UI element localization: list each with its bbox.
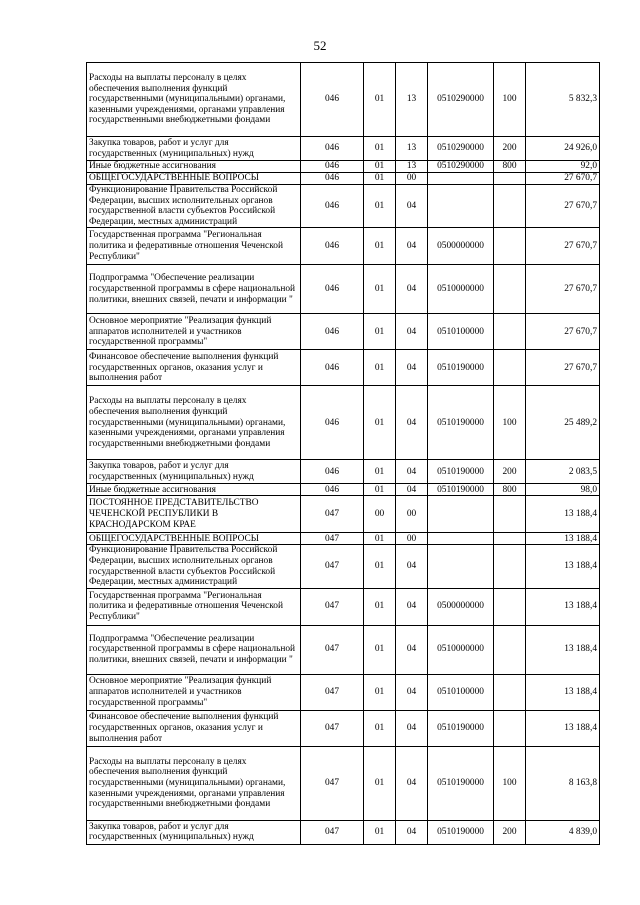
table-row xyxy=(87,545,600,588)
row-name: Закупка товаров, работ и услуг для государственных (муниципальных) нужд xyxy=(87,137,301,161)
table-row xyxy=(87,185,600,228)
expense-type-code: 100 xyxy=(494,63,526,137)
amount: 27 670,7 xyxy=(526,173,600,185)
amount: 13 188,4 xyxy=(526,710,600,746)
section-code: 01 xyxy=(364,460,396,484)
section-code: 01 xyxy=(364,484,396,496)
expense-type-code: 200 xyxy=(494,460,526,484)
row-name: Функционирование Правительства Российской Федерации, высших исполнительных органов государственной власти субъектов Российской Федерации, местных администраций xyxy=(87,545,301,588)
table-row xyxy=(87,746,600,820)
target-article-code: 0510000000 xyxy=(428,625,494,674)
target-article-code xyxy=(428,496,494,533)
target-article-code: 0500000000 xyxy=(428,228,494,265)
target-article-code: 0510190000 xyxy=(428,710,494,746)
ministry-code: 047 xyxy=(301,496,364,533)
table-row xyxy=(87,820,600,844)
subsection-code: 04 xyxy=(396,386,428,460)
table-row xyxy=(87,173,600,185)
amount: 27 670,7 xyxy=(526,265,600,314)
amount: 92,0 xyxy=(526,161,600,173)
target-article-code: 0510290000 xyxy=(428,161,494,173)
target-article-code: 0510190000 xyxy=(428,460,494,484)
expense-type-code xyxy=(494,173,526,185)
section-code: 01 xyxy=(364,588,396,625)
subsection-code: 00 xyxy=(396,173,428,185)
expense-type-code xyxy=(494,710,526,746)
expense-type-code: 800 xyxy=(494,484,526,496)
amount: 27 670,7 xyxy=(526,350,600,386)
section-code: 01 xyxy=(364,161,396,173)
target-article-code xyxy=(428,545,494,588)
table-row xyxy=(87,350,600,386)
amount: 13 188,4 xyxy=(526,533,600,545)
table-row xyxy=(87,533,600,545)
expense-type-code xyxy=(494,185,526,228)
target-article-code xyxy=(428,185,494,228)
section-code: 01 xyxy=(364,265,396,314)
amount: 25 489,2 xyxy=(526,386,600,460)
row-name: Государственная программа "Региональная политика и федеративные отношения Чеченской Республики" xyxy=(87,588,301,625)
ministry-code: 047 xyxy=(301,588,364,625)
subsection-code: 04 xyxy=(396,265,428,314)
section-code: 00 xyxy=(364,496,396,533)
ministry-code: 046 xyxy=(301,314,364,350)
section-code: 01 xyxy=(364,625,396,674)
expense-type-code: 100 xyxy=(494,386,526,460)
section-code: 01 xyxy=(364,314,396,350)
section-code: 01 xyxy=(364,746,396,820)
amount: 98,0 xyxy=(526,484,600,496)
target-article-code: 0510190000 xyxy=(428,350,494,386)
target-article-code: 0510190000 xyxy=(428,386,494,460)
amount: 13 188,4 xyxy=(526,545,600,588)
amount: 27 670,7 xyxy=(526,314,600,350)
table-row xyxy=(87,496,600,533)
ministry-code: 046 xyxy=(301,173,364,185)
table-row xyxy=(87,710,600,746)
amount: 5 832,3 xyxy=(526,63,600,137)
row-name: Закупка товаров, работ и услуг для государственных (муниципальных) нужд xyxy=(87,460,301,484)
section-code: 01 xyxy=(364,386,396,460)
section-code: 01 xyxy=(364,710,396,746)
row-name: Подпрограмма "Обеспечение реализации государственной программы в сфере национальной политики, внешних связей, печати и информации " xyxy=(87,265,301,314)
ministry-code: 046 xyxy=(301,460,364,484)
ministry-code: 047 xyxy=(301,545,364,588)
ministry-code: 047 xyxy=(301,820,364,844)
target-article-code: 0510290000 xyxy=(428,137,494,161)
subsection-code: 13 xyxy=(396,63,428,137)
row-name: Государственная программа "Региональная политика и федеративные отношения Чеченской Республики" xyxy=(87,228,301,265)
section-code: 01 xyxy=(364,350,396,386)
target-article-code: 0510190000 xyxy=(428,746,494,820)
expense-type-code xyxy=(494,350,526,386)
page-number: 52 xyxy=(313,38,327,53)
section-code: 01 xyxy=(364,173,396,185)
expense-type-code: 800 xyxy=(494,161,526,173)
amount: 13 188,4 xyxy=(526,496,600,533)
subsection-code: 00 xyxy=(396,496,428,533)
row-name: ПОСТОЯННОЕ ПРЕДСТАВИТЕЛЬСТВО ЧЕЧЕНСКОЙ РЕСПУБЛИКИ В КРАСНОДАРСКОМ КРАЕ xyxy=(87,496,301,533)
expense-type-code xyxy=(494,533,526,545)
ministry-code: 046 xyxy=(301,386,364,460)
row-name: Основное мероприятие "Реализация функций аппаратов исполнителей и участников государственной программы" xyxy=(87,674,301,710)
subsection-code: 00 xyxy=(396,533,428,545)
expense-type-code xyxy=(494,588,526,625)
expense-type-code xyxy=(494,496,526,533)
row-name: ОБЩЕГОСУДАРСТВЕННЫЕ ВОПРОСЫ xyxy=(87,533,301,545)
target-article-code: 0500000000 xyxy=(428,588,494,625)
subsection-code: 04 xyxy=(396,484,428,496)
amount: 24 926,0 xyxy=(526,137,600,161)
table-row xyxy=(87,137,600,161)
target-article-code: 0510100000 xyxy=(428,314,494,350)
target-article-code xyxy=(428,173,494,185)
table-row xyxy=(87,588,600,625)
target-article-code: 0510000000 xyxy=(428,265,494,314)
row-name: Иные бюджетные ассигнования xyxy=(87,161,301,173)
budget-table xyxy=(86,62,600,845)
row-name: Финансовое обеспечение выполнения функций государственных органов, оказания услуг и выполнения работ xyxy=(87,710,301,746)
table-row xyxy=(87,674,600,710)
subsection-code: 04 xyxy=(396,185,428,228)
row-name: Расходы на выплаты персоналу в целях обеспечения выполнения функций государственными (муниципальными) органами, казенными учреждениями, органами управления государственными внебюджетными фондами xyxy=(87,746,301,820)
expense-type-code xyxy=(494,674,526,710)
amount: 2 083,5 xyxy=(526,460,600,484)
section-code: 01 xyxy=(364,545,396,588)
target-article-code: 0510190000 xyxy=(428,820,494,844)
table-row xyxy=(87,484,600,496)
row-name: Закупка товаров, работ и услуг для государственных (муниципальных) нужд xyxy=(87,820,301,844)
subsection-code: 13 xyxy=(396,137,428,161)
table-row xyxy=(87,265,600,314)
ministry-code: 047 xyxy=(301,674,364,710)
subsection-code: 04 xyxy=(396,746,428,820)
amount: 4 839,0 xyxy=(526,820,600,844)
amount: 13 188,4 xyxy=(526,674,600,710)
target-article-code: 0510100000 xyxy=(428,674,494,710)
expense-type-code xyxy=(494,228,526,265)
expense-type-code: 100 xyxy=(494,746,526,820)
expense-type-code: 200 xyxy=(494,137,526,161)
row-name: ОБЩЕГОСУДАРСТВЕННЫЕ ВОПРОСЫ xyxy=(87,173,301,185)
section-code: 01 xyxy=(364,533,396,545)
ministry-code: 047 xyxy=(301,625,364,674)
subsection-code: 04 xyxy=(396,228,428,265)
subsection-code: 04 xyxy=(396,820,428,844)
subsection-code: 04 xyxy=(396,588,428,625)
section-code: 01 xyxy=(364,674,396,710)
ministry-code: 046 xyxy=(301,185,364,228)
table-row xyxy=(87,228,600,265)
subsection-code: 04 xyxy=(396,710,428,746)
ministry-code: 047 xyxy=(301,746,364,820)
ministry-code: 046 xyxy=(301,228,364,265)
ministry-code: 046 xyxy=(301,137,364,161)
expense-type-code xyxy=(494,314,526,350)
subsection-code: 04 xyxy=(396,625,428,674)
section-code: 01 xyxy=(364,137,396,161)
target-article-code: 0510290000 xyxy=(428,63,494,137)
ministry-code: 046 xyxy=(301,63,364,137)
ministry-code: 047 xyxy=(301,710,364,746)
table-row xyxy=(87,63,600,137)
target-article-code: 0510190000 xyxy=(428,484,494,496)
amount: 8 163,8 xyxy=(526,746,600,820)
table-row xyxy=(87,386,600,460)
target-article-code xyxy=(428,533,494,545)
section-code: 01 xyxy=(364,820,396,844)
row-name: Функционирование Правительства Российской Федерации, высших исполнительных органов государственной власти субъектов Российской Федерации, местных администраций xyxy=(87,185,301,228)
row-name: Финансовое обеспечение выполнения функций государственных органов, оказания услуг и выполнения работ xyxy=(87,350,301,386)
row-name: Расходы на выплаты персоналу в целях обеспечения выполнения функций государственными (муниципальными) органами, казенными учреждениями, органами управления государственными внебюджетными фондами xyxy=(87,63,301,137)
ministry-code: 047 xyxy=(301,533,364,545)
row-name: Основное мероприятие "Реализация функций аппаратов исполнителей и участников государственной программы" xyxy=(87,314,301,350)
expense-type-code: 200 xyxy=(494,820,526,844)
row-name: Иные бюджетные ассигнования xyxy=(87,484,301,496)
amount: 13 188,4 xyxy=(526,625,600,674)
subsection-code: 04 xyxy=(396,460,428,484)
section-code: 01 xyxy=(364,228,396,265)
ministry-code: 046 xyxy=(301,161,364,173)
amount: 27 670,7 xyxy=(526,228,600,265)
subsection-code: 04 xyxy=(396,314,428,350)
amount: 27 670,7 xyxy=(526,185,600,228)
table-row xyxy=(87,460,600,484)
ministry-code: 046 xyxy=(301,484,364,496)
expense-type-code xyxy=(494,625,526,674)
ministry-code: 046 xyxy=(301,265,364,314)
ministry-code: 046 xyxy=(301,350,364,386)
expense-type-code xyxy=(494,265,526,314)
subsection-code: 04 xyxy=(396,674,428,710)
subsection-code: 04 xyxy=(396,545,428,588)
row-name: Подпрограмма "Обеспечение реализации государственной программы в сфере национальной политики, внешних связей, печати и информации " xyxy=(87,625,301,674)
amount: 13 188,4 xyxy=(526,588,600,625)
table-row xyxy=(87,161,600,173)
expense-type-code xyxy=(494,545,526,588)
subsection-code: 04 xyxy=(396,350,428,386)
table-body xyxy=(87,63,600,845)
section-code: 01 xyxy=(364,63,396,137)
row-name: Расходы на выплаты персоналу в целях обеспечения выполнения функций государственными (муниципальными) органами, казенными учреждениями, органами управления государственными внебюджетными фондами xyxy=(87,386,301,460)
subsection-code: 13 xyxy=(396,161,428,173)
section-code: 01 xyxy=(364,185,396,228)
table-row xyxy=(87,314,600,350)
table-row xyxy=(87,625,600,674)
